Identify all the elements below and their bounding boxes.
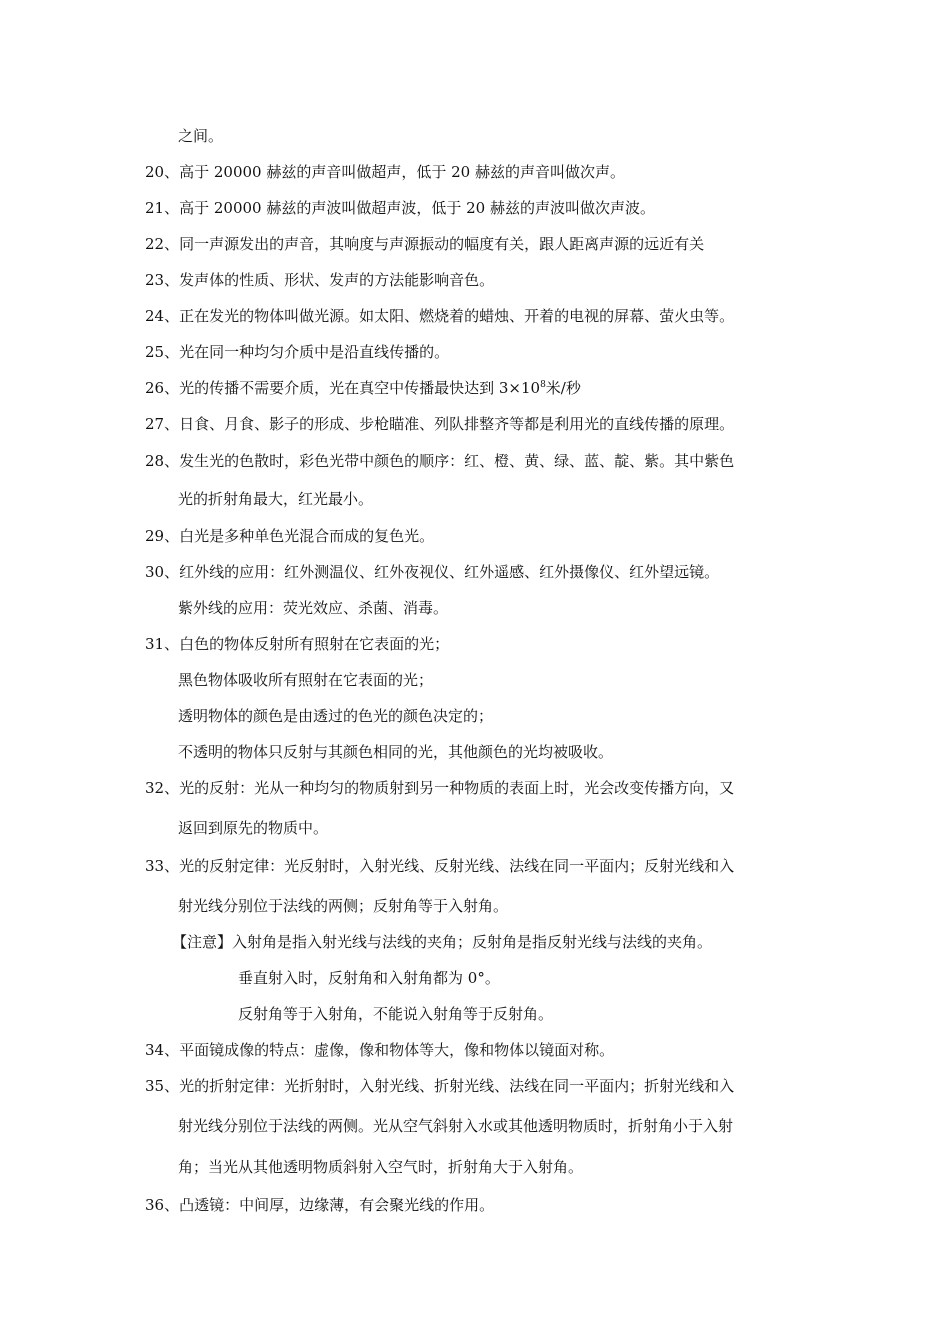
item-26 [145, 378, 581, 398]
item-26-exponent: 8 [540, 380, 546, 390]
item-35-line-3: 角；当光从其他透明物质斜射入空气时，折射角大于入射角。 [178, 1158, 584, 1176]
item-21: 21、高于 20000 赫兹的声波叫做超声波，低于 20 赫兹的声波叫做次声波。 [145, 199, 655, 217]
item-28-continued: 光的折射角最大，红光最小。 [178, 490, 374, 508]
item-35-line-2: 射光线分别位于法线的两侧。光从空气斜射入水或其他透明物质时，折射角小于入射 [178, 1117, 734, 1135]
item-33: 33、光的反射定律：光反射时，入射光线、反射光线、法线在同一平面内；反射光线和入 [145, 857, 735, 875]
item-23: 23、发声体的性质、形状、发声的方法能影响音色。 [145, 271, 495, 289]
item-27: 27、日食、月食、影子的形成、步枪瞄准、列队排整齐等都是利用光的直线传播的原理。 [145, 415, 735, 433]
item-35: 35、光的折射定律：光折射时，入射光线、折射光线、法线在同一平面内；折射光线和入 [145, 1077, 735, 1095]
item-20: 20、高于 20000 赫兹的声音叫做超声，低于 20 赫兹的声音叫做次声。 [145, 163, 625, 181]
item-31-line-3: 透明物体的颜色是由透过的色光的颜色决定的； [178, 707, 494, 725]
item-24: 24、正在发光的物体叫做光源。如太阳、燃烧着的蜡烛、开着的电视的屏幕、萤火虫等。 [145, 307, 735, 325]
item-31-line-4: 不透明的物体只反射与其颜色相同的光，其他颜色的光均被吸收。 [178, 743, 614, 761]
item-28: 28、发生光的色散时，彩色光带中颜色的顺序：红、橙、黄、绿、蓝、靛、紫。其中紫色 [145, 452, 735, 470]
item-26-unit: 米/秒 [545, 379, 581, 397]
continuation-line: 之间。 [178, 127, 224, 145]
item-33-continued: 射光线分别位于法线的两侧；反射角等于入射角。 [178, 897, 509, 915]
item-29: 29、白光是多种单色光混合而成的复色光。 [145, 527, 435, 545]
item-34: 34、平面镜成像的特点：虚像，像和物体等大，像和物体以镜面对称。 [145, 1041, 615, 1059]
item-32: 32、光的反射：光从一种均匀的物质射到另一种物质的表面上时，光会改变传播方向，又 [145, 779, 735, 797]
item-36: 36、凸透镜：中间厚，边缘薄，有会聚光线的作用。 [145, 1196, 495, 1214]
note-line-2: 垂直射入时，反射角和入射角都为 0°。 [238, 969, 500, 987]
note-line-3: 反射角等于入射角，不能说入射角等于反射角。 [238, 1005, 554, 1023]
item-32-continued: 返回到原先的物质中。 [178, 819, 329, 837]
item-31-line-2: 黑色物体吸收所有照射在它表面的光； [178, 671, 434, 689]
item-25: 25、光在同一种均匀介质中是沿直线传播的。 [145, 343, 450, 361]
item-31: 31、白色的物体反射所有照射在它表面的光； [145, 635, 450, 653]
item-26-text: 26、光的传播不需要介质，光在真空中传播最快达到 3×10 [145, 379, 541, 397]
item-22: 22、同一声源发出的声音，其响度与声源振动的幅度有关，跟人距离声源的远近有关 [145, 235, 705, 253]
item-30-continued: 紫外线的应用：荧光效应、杀菌、消毒。 [178, 599, 449, 617]
item-30: 30、红外线的应用：红外测温仪、红外夜视仪、红外遥感、红外摄像仪、红外望远镜。 [145, 563, 720, 581]
note-line-1: 【注意】入射角是指入射光线与法线的夹角；反射角是指反射光线与法线的夹角。 [172, 933, 713, 951]
